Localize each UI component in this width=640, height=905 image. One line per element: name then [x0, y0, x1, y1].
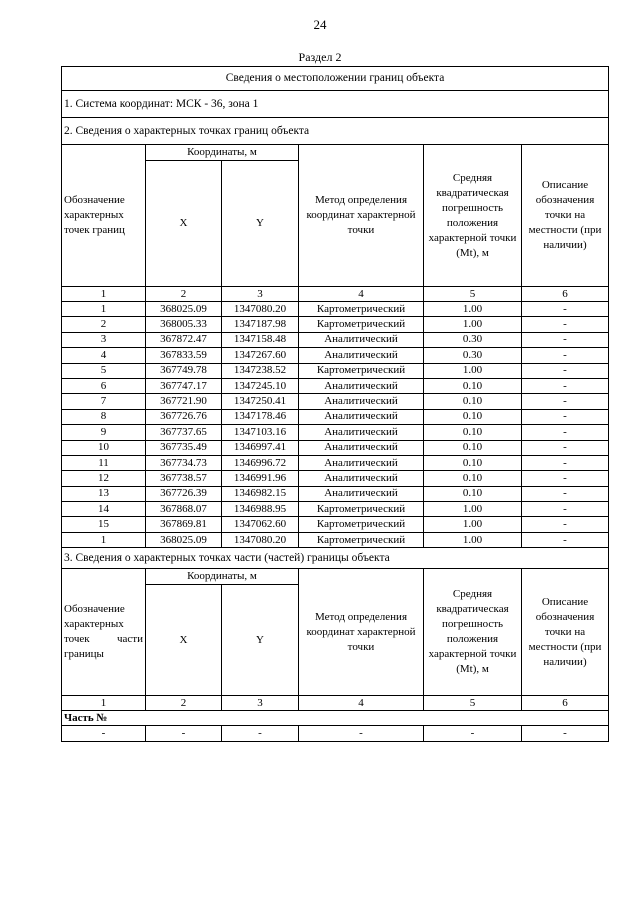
table-cell: 0.10: [424, 440, 522, 455]
table-cell: 367734.73: [146, 455, 222, 470]
table-cell: 1.00: [424, 502, 522, 517]
table-row: [62, 471, 609, 486]
table-cell: -: [522, 440, 609, 455]
coord-system: 1. Система координат: МСК - 36, зона 1: [62, 91, 609, 118]
table-row: [62, 440, 609, 455]
table-cell: 0.10: [424, 425, 522, 440]
table-cell: Аналитический: [299, 425, 424, 440]
table-cell: Картометрический: [299, 502, 424, 517]
header3-line: характерных: [64, 618, 124, 631]
table-title: Сведения о местоположении границ объекта: [62, 67, 609, 91]
table-cell: -: [522, 363, 609, 378]
table-cell: 367735.49: [146, 440, 222, 455]
table-cell: 367747.17: [146, 378, 222, 393]
table-cell: -: [522, 317, 609, 332]
table-cell: 368025.09: [146, 532, 222, 547]
header3-accuracy: Средняя квадратическая погрешность положения характерной точки (Mt), м: [424, 569, 522, 696]
section-label: Раздел 2: [298, 50, 342, 64]
col-number: 4: [299, 696, 424, 711]
table-row: [62, 502, 609, 517]
table-cell: 1.00: [424, 302, 522, 317]
table-cell: 0.10: [424, 455, 522, 470]
table-cell: 1347103.16: [222, 425, 299, 440]
table-cell: 11: [62, 455, 146, 470]
section2-title: 2. Сведения о характерных точках границ объекта: [62, 118, 609, 145]
table-cell: 10: [62, 440, 146, 455]
table-cell: 9: [62, 425, 146, 440]
table-cell: -: [522, 455, 609, 470]
table-cell: 0.30: [424, 332, 522, 347]
table-cell: 1347178.46: [222, 409, 299, 424]
table-cell: 1347238.52: [222, 363, 299, 378]
table-cell: 1347080.20: [222, 302, 299, 317]
table-cell: 13: [62, 486, 146, 501]
table-cell: -: [522, 486, 609, 501]
table-cell: 1347158.48: [222, 332, 299, 347]
table-cell: Аналитический: [299, 409, 424, 424]
table-cell: Картометрический: [299, 517, 424, 532]
table-cell: 1347187.98: [222, 317, 299, 332]
table-cell: 1: [62, 532, 146, 547]
page-number: 24: [313, 17, 327, 32]
table-cell: 1346982.15: [222, 486, 299, 501]
table-cell: -: [522, 532, 609, 547]
table-cell: Картометрический: [299, 532, 424, 547]
table-cell: -: [522, 348, 609, 363]
header3-point-designation: [62, 569, 146, 696]
table-cell: 12: [62, 471, 146, 486]
header3-y: Y: [222, 585, 299, 696]
table-cell: Аналитический: [299, 348, 424, 363]
table-cell: 367833.59: [146, 348, 222, 363]
table-cell: 0.10: [424, 378, 522, 393]
table-cell: Аналитический: [299, 455, 424, 470]
col-number: 4: [299, 287, 424, 302]
table-row: [62, 486, 609, 501]
table-cell: 367737.65: [146, 425, 222, 440]
table-cell: Аналитический: [299, 440, 424, 455]
header-method: Метод определения координат характерной точки: [299, 145, 424, 287]
header-point-designation: Обозначение характерных точек границ: [62, 145, 146, 287]
table-cell: 1347080.20: [222, 532, 299, 547]
table-cell: 3: [62, 332, 146, 347]
table-row: [62, 317, 609, 332]
table-cell: 4: [62, 348, 146, 363]
col-number: 1: [62, 696, 146, 711]
table-row: [62, 348, 609, 363]
table-row: [62, 425, 609, 440]
table-cell: 1: [62, 302, 146, 317]
col-number: 2: [146, 287, 222, 302]
table-cell: 368005.33: [146, 317, 222, 332]
col-number: 6: [522, 287, 609, 302]
table-cell: 15: [62, 517, 146, 532]
table-cell: 0.10: [424, 409, 522, 424]
table-cell: Картометрический: [299, 302, 424, 317]
table-cell: 0.10: [424, 394, 522, 409]
table-cell: 1347245.10: [222, 378, 299, 393]
table-cell: 1347250.41: [222, 394, 299, 409]
table-cell: Аналитический: [299, 486, 424, 501]
header3-method: Метод определения координат характерной точки: [299, 569, 424, 696]
table-cell: 367738.57: [146, 471, 222, 486]
table-row: [62, 409, 609, 424]
table-cell: -: [522, 502, 609, 517]
col-number: 1: [62, 287, 146, 302]
table-row: [62, 532, 609, 547]
table-cell: Аналитический: [299, 394, 424, 409]
header3-line: Обозначение: [64, 603, 125, 616]
table-cell: 6: [62, 378, 146, 393]
table-row: [62, 378, 609, 393]
table-cell: 367869.81: [146, 517, 222, 532]
table-cell: -: [424, 726, 522, 741]
table-cell: 367721.90: [146, 394, 222, 409]
table-cell: 1346991.96: [222, 471, 299, 486]
table-cell: -: [522, 471, 609, 486]
header3-coordinates: Координаты, м: [146, 569, 299, 585]
table-row: [62, 455, 609, 470]
table-cell: -: [62, 726, 146, 741]
table-cell: 1347062.60: [222, 517, 299, 532]
table-cell: 5: [62, 363, 146, 378]
col-number: 3: [222, 287, 299, 302]
header3-word: части: [117, 633, 143, 646]
table-row: [62, 363, 609, 378]
table-row: [62, 517, 609, 532]
table-cell: 368025.09: [146, 302, 222, 317]
table-cell: -: [299, 726, 424, 741]
table-cell: Аналитический: [299, 378, 424, 393]
table-row: [62, 332, 609, 347]
table-cell: -: [522, 378, 609, 393]
header-x: X: [146, 161, 222, 287]
table-cell: -: [522, 517, 609, 532]
table-cell: -: [522, 409, 609, 424]
col-number: 5: [424, 696, 522, 711]
table-row: [62, 394, 609, 409]
table-cell: 8: [62, 409, 146, 424]
table-cell: Аналитический: [299, 471, 424, 486]
table-cell: 367868.07: [146, 502, 222, 517]
col-number: 6: [522, 696, 609, 711]
table-cell: 367726.39: [146, 486, 222, 501]
table-cell: 1346997.41: [222, 440, 299, 455]
header-coordinates: Координаты, м: [146, 145, 299, 161]
header3-line: границы: [64, 648, 104, 661]
table-cell: 1346996.72: [222, 455, 299, 470]
table-row: [62, 302, 609, 317]
col-number: 3: [222, 696, 299, 711]
table-cell: 1.00: [424, 317, 522, 332]
table-cell: 0.10: [424, 471, 522, 486]
header-accuracy: Средняя квадратическая погрешность положения характерной точки (Mt), м: [424, 145, 522, 287]
table-cell: 1.00: [424, 532, 522, 547]
table-cell: 7: [62, 394, 146, 409]
boundary-table: [61, 66, 609, 742]
table-cell: 1347267.60: [222, 348, 299, 363]
section3-title: 3. Сведения о характерных точках части (частей) границы объекта: [62, 548, 609, 569]
table-cell: Картометрический: [299, 317, 424, 332]
table-cell: -: [522, 726, 609, 741]
table-cell: -: [522, 425, 609, 440]
table-cell: Картометрический: [299, 363, 424, 378]
table-cell: -: [522, 332, 609, 347]
table-cell: 1.00: [424, 363, 522, 378]
col-number: 2: [146, 696, 222, 711]
header3-description: Описание обозначения точки на местности (при наличии): [522, 569, 609, 696]
table-cell: 14: [62, 502, 146, 517]
table-cell: 2: [62, 317, 146, 332]
table-cell: 1.00: [424, 517, 522, 532]
table-row: [62, 726, 609, 741]
header-description: Описание обозначения точки на местности (при наличии): [522, 145, 609, 287]
table-cell: -: [522, 394, 609, 409]
table-cell: -: [522, 302, 609, 317]
table-cell: -: [146, 726, 222, 741]
table-cell: 1346988.95: [222, 502, 299, 517]
table-cell: Аналитический: [299, 332, 424, 347]
header-y: Y: [222, 161, 299, 287]
col-number: 5: [424, 287, 522, 302]
header3-x: X: [146, 585, 222, 696]
header3-line: [64, 632, 143, 647]
table-cell: 0.30: [424, 348, 522, 363]
table-cell: 367872.47: [146, 332, 222, 347]
table-cell: -: [222, 726, 299, 741]
part-label: Часть №: [62, 711, 609, 726]
table-cell: 0.10: [424, 486, 522, 501]
header3-word: точек: [64, 633, 90, 646]
table-cell: 367749.78: [146, 363, 222, 378]
table-cell: 367726.76: [146, 409, 222, 424]
